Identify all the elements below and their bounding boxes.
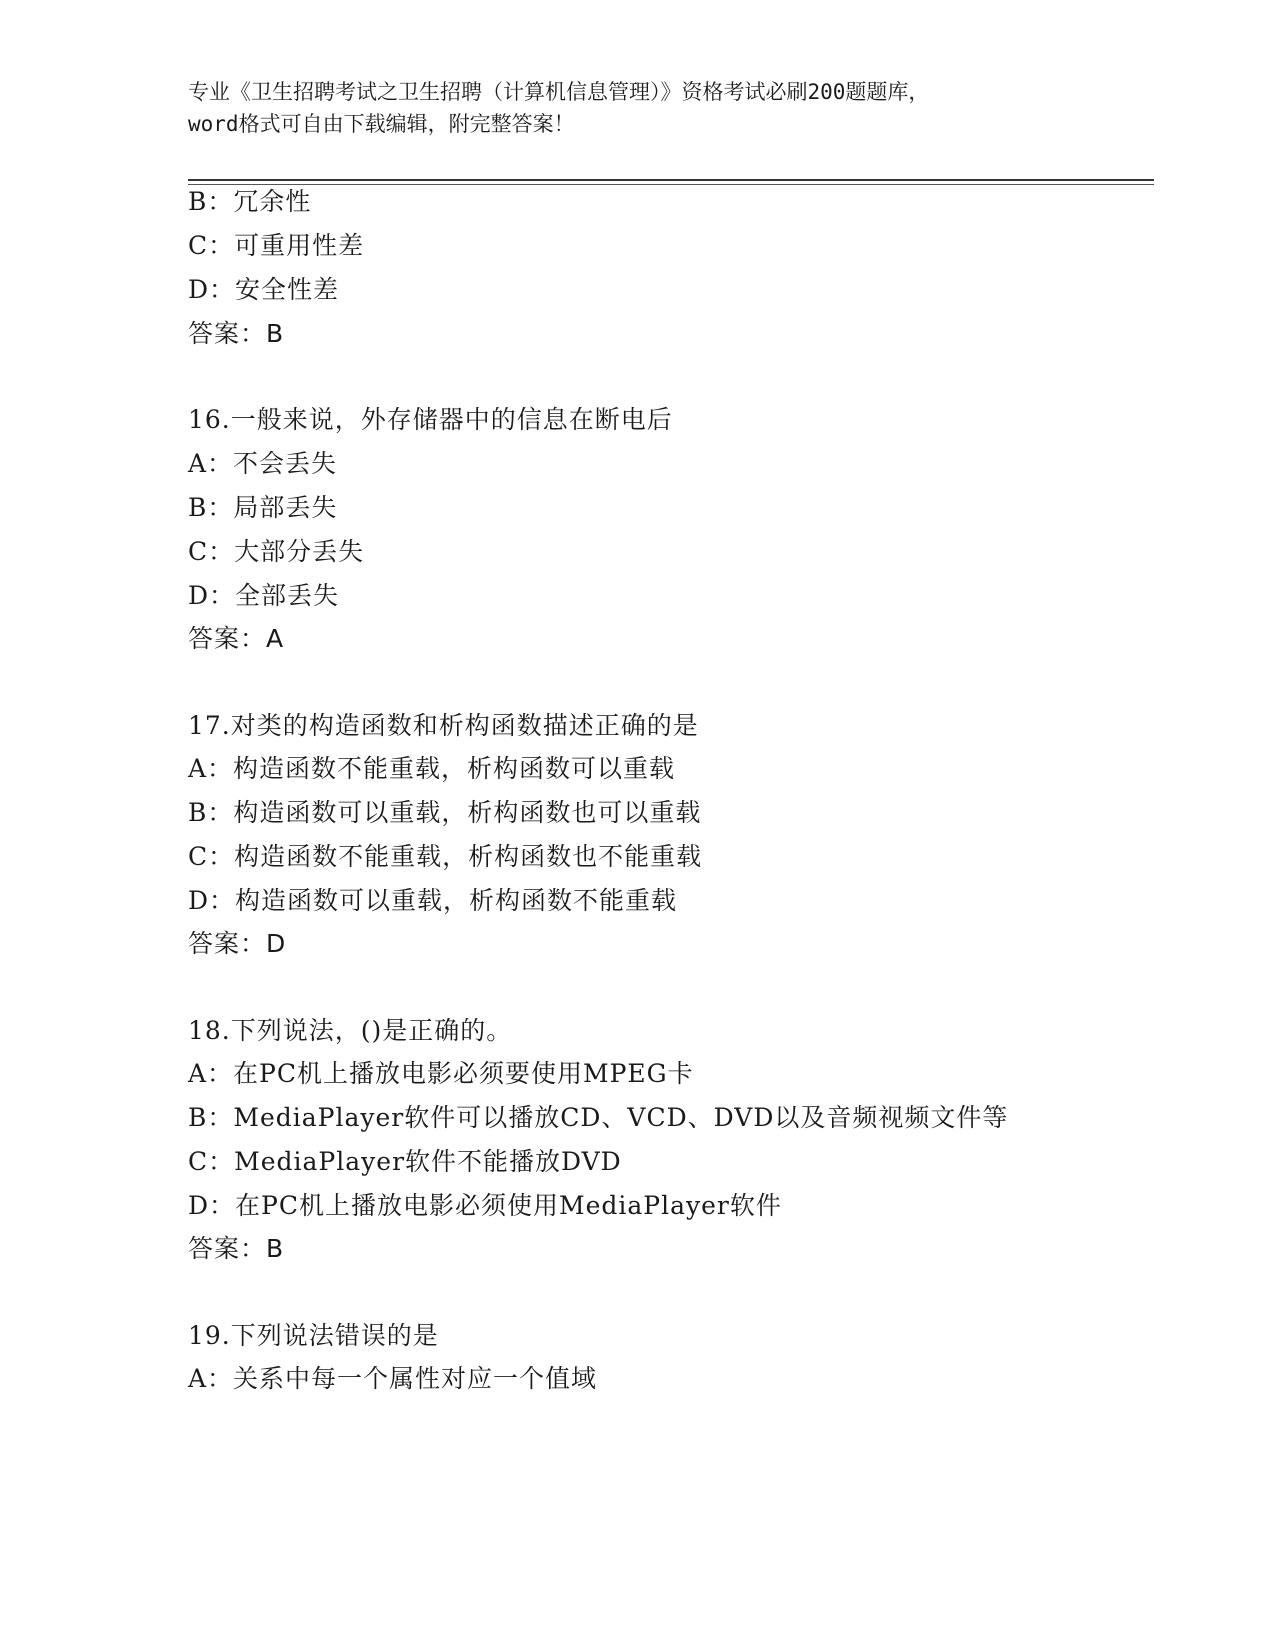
q17-option-c: C：构造函数不能重载，析构函数也不能重载 — [188, 842, 703, 871]
header-line-2: word格式可自由下载编辑，附完整答案！ — [188, 112, 575, 136]
q17-option-d: D：构造函数可以重载，析构函数不能重载 — [188, 886, 678, 915]
q18-option-b: B：MediaPlayer软件可以播放CD、VCD、DVD以及音频视频文件等 — [188, 1103, 1009, 1132]
option-c: C：可重用性差 — [188, 231, 365, 260]
option-d: D：安全性差 — [188, 275, 340, 304]
q16-answer: 答案：A — [188, 624, 285, 653]
header-line-1: 专业《卫生招聘考试之卫生招聘（计算机信息管理）》资格考试必刷200题题库， — [188, 80, 930, 104]
document-header — [188, 76, 1088, 140]
header-divider-thick — [188, 179, 1154, 181]
q18-option-c: C：MediaPlayer软件不能播放DVD — [188, 1147, 622, 1176]
option-b: B：冗余性 — [188, 187, 312, 216]
q19-option-a: A：关系中每一个属性对应一个值域 — [188, 1364, 598, 1393]
question-16: 16.一般来说，外存储器中的信息在断电后 — [188, 405, 673, 434]
q16-option-b: B：局部丢失 — [188, 493, 338, 522]
q18-answer: 答案：B — [188, 1234, 285, 1263]
q16-option-d: D：全部丢失 — [188, 581, 340, 610]
question-18: 18.下列说法，()是正确的。 — [188, 1016, 513, 1045]
header-divider-thin — [188, 184, 1154, 185]
q17-option-b: B：构造函数可以重载，析构函数也可以重载 — [188, 798, 702, 827]
question-19: 19.下列说法错误的是 — [188, 1321, 439, 1350]
q18-option-a: A：在PC机上播放电影必须要使用MPEG卡 — [188, 1059, 694, 1088]
question-17: 17.对类的构造函数和析构函数描述正确的是 — [188, 711, 699, 740]
q18-option-d: D：在PC机上播放电影必须使用MediaPlayer软件 — [188, 1191, 782, 1220]
q16-option-c: C：大部分丢失 — [188, 537, 365, 566]
q17-answer: 答案：D — [188, 929, 287, 958]
answer: 答案：B — [188, 319, 285, 348]
q16-option-a: A：不会丢失 — [188, 449, 338, 478]
q17-option-a: A：构造函数不能重载，析构函数可以重载 — [188, 754, 676, 783]
